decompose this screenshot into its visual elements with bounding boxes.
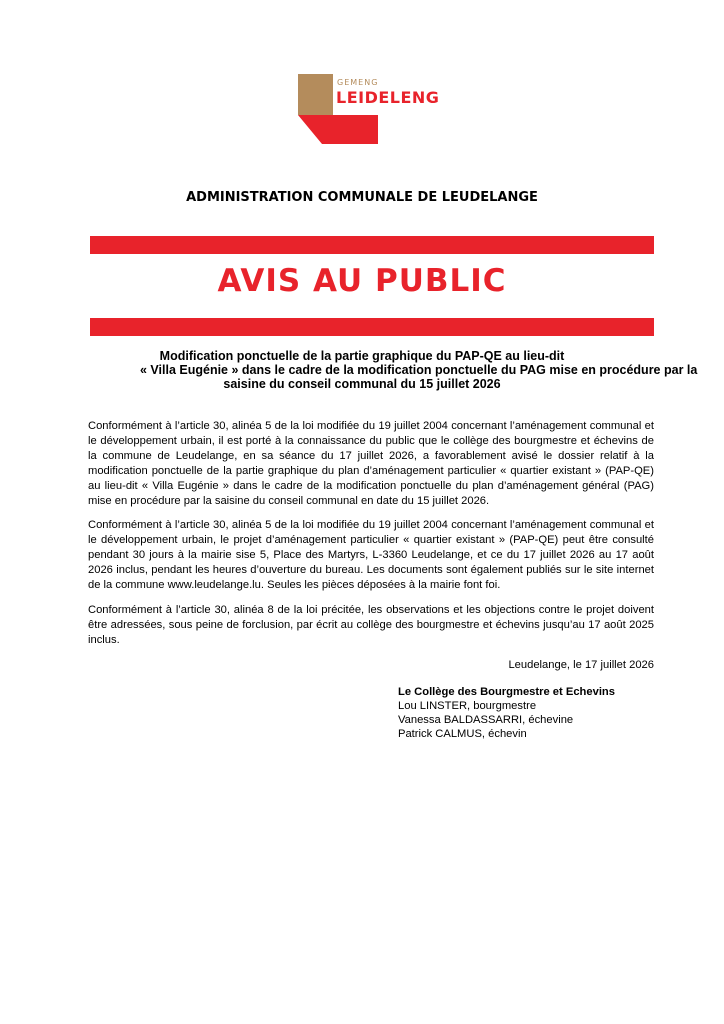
notice-subject [140, 349, 698, 391]
logo-text-leideleng: LEIDELENG [336, 88, 440, 107]
signatory-alderman-1: Vanessa BALDASSARRI, échevine [398, 714, 574, 726]
paragraph-objections: Conformément à l’article 30, alinéa 8 de la loi précitée, les observations et les objections contre le projet doivent être adressées, sous peine de forclusion, par écrit au collège des bourgmestre et échevins jusqu’au 17 août 2025 inclus. [88, 604, 654, 646]
logo-text-gemeng: GEMENG [337, 78, 379, 87]
signature-block [398, 685, 615, 741]
commune-logo [298, 74, 440, 144]
red-bar-bottom [90, 318, 654, 336]
signing-body: Le Collège des Bourgmestre et Echevins [398, 686, 615, 698]
page-title: AVIS AU PUBLIC [217, 263, 507, 299]
administration-heading: ADMINISTRATION COMMUNALE DE LEUDELANGE [186, 190, 538, 205]
red-bar-top [90, 236, 654, 254]
paragraph-consultation: Conformément à l’article 30, alinéa 5 de la loi modifiée du 19 juillet 2004 concernant l’aménagement communal et le développement urbain, le projet d’aménagement particulier « quartier existant » (PAP-QE) peut être consulté pendant 30 jours à la mairie sise 5, Place des Martyrs, L-3360 Leudelange, et ce du 17 juillet 2026 au 17 août 2026 inclus, pendant les heures d’ouverture du bureau. Les documents sont également publiés sur le site internet de la commune www.leudelange.lu. Seules les pièces déposées à la mairie font foi. [88, 519, 654, 591]
place-and-date: Leudelange, le 17 juillet 2026 [508, 659, 654, 671]
subject-line-1: Modification ponctuelle de la partie graphique du PAP-QE au lieu-dit [159, 349, 565, 363]
paragraph-approval: Conformément à l’article 30, alinéa 5 de la loi modifiée du 19 juillet 2004 concernant l’aménagement communal et le développement urbain, il est porté à la connaissance du public que le collège des bourgmestre et échevins de la commune de Leudelange, en sa séance du 17 juillet 2026, a favorablement avisé le dossier relatif à la modification ponctuelle de la partie graphique du plan d’aménagement particulier « quartier existant » (PAP-QE) au lieu-dit « Villa Eugénie » dans le cadre de la modification ponctuelle du plan d’aménagement général (PAG) mise en procédure par la saisine du conseil communal en date du 15 juillet 2026. [88, 420, 654, 507]
subject-line-2: « Villa Eugénie » dans le cadre de la modification ponctuelle du PAG mise en procédure par la [140, 363, 698, 377]
signatory-alderman-2: Patrick CALMUS, échevin [398, 728, 527, 740]
signatory-mayor: Lou LINSTER, bourgmestre [398, 700, 537, 712]
subject-line-3: saisine du conseil communal du 15 juillet 2026 [223, 377, 501, 391]
